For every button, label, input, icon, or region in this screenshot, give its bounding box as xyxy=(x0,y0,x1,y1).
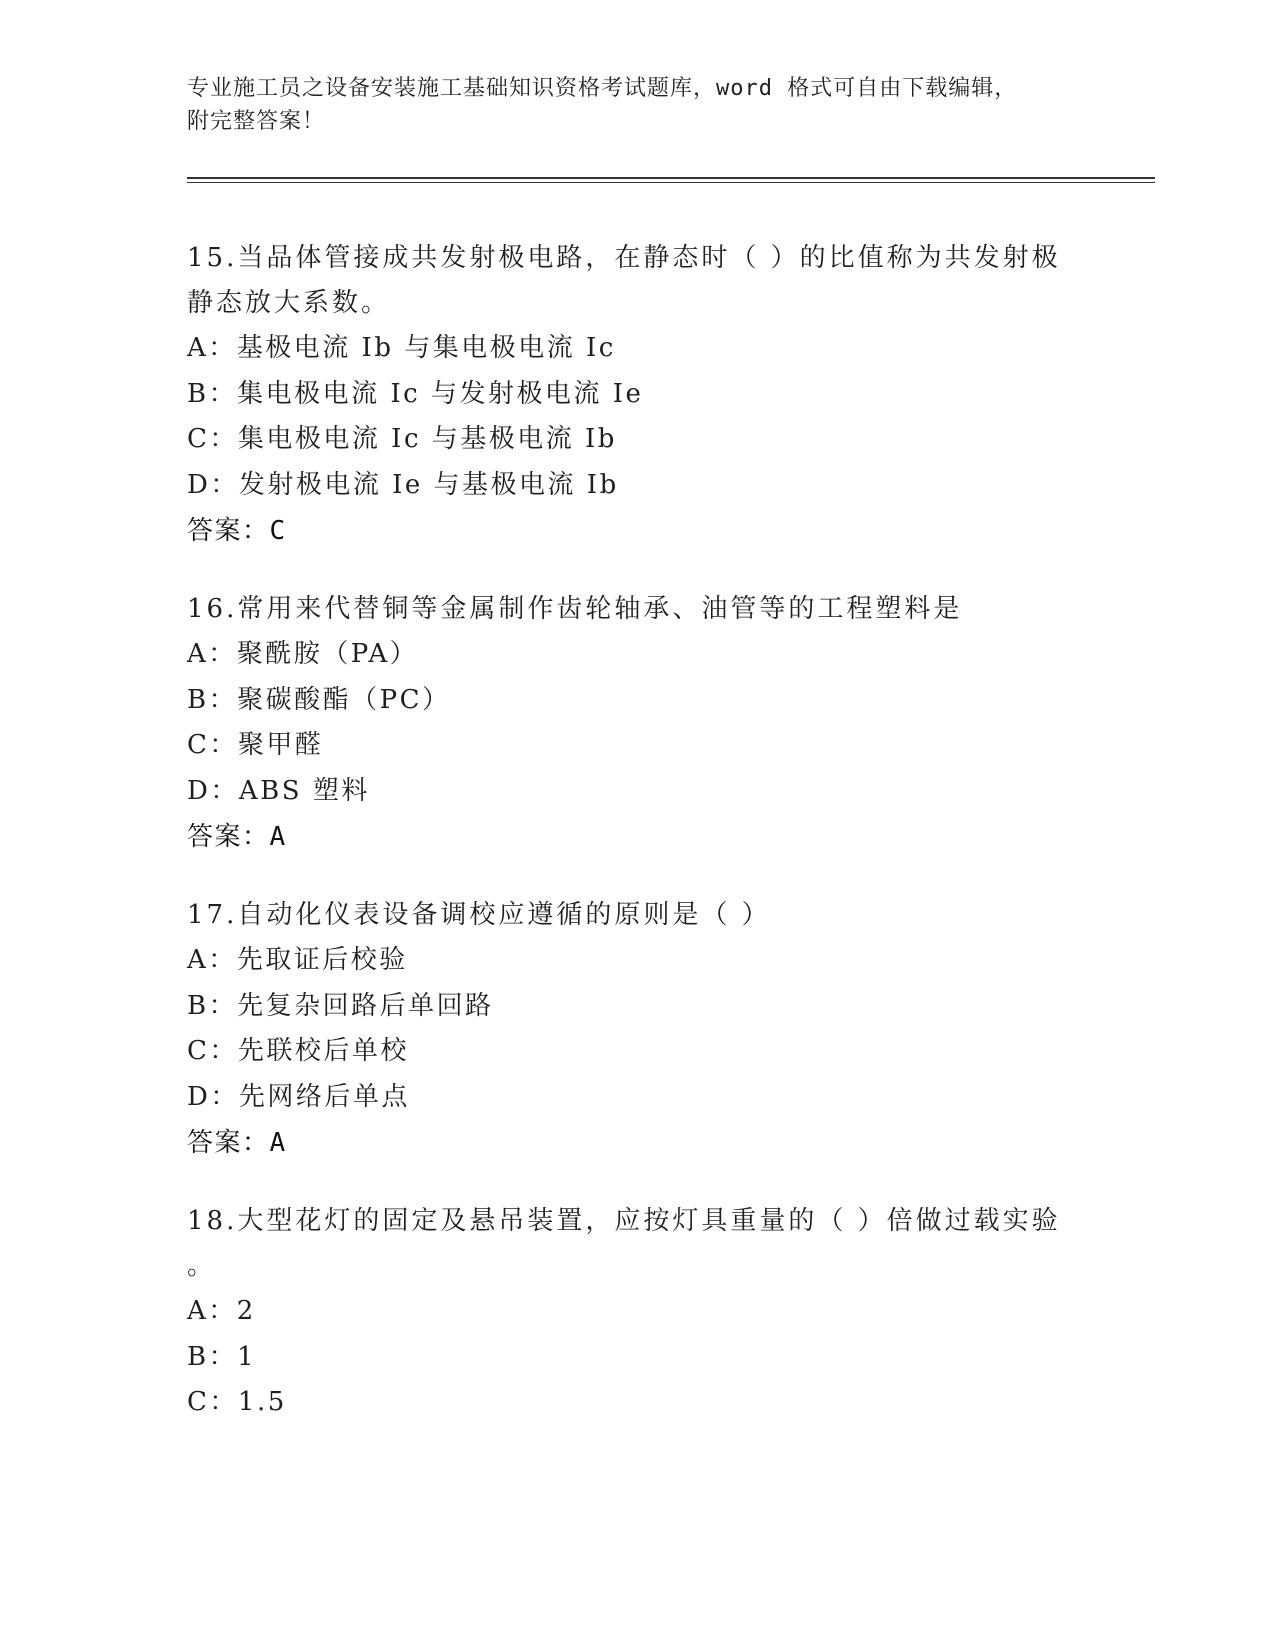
option-b xyxy=(187,984,1087,1030)
question-stem-line: 。 xyxy=(187,1251,217,1281)
option-d xyxy=(187,769,1087,815)
option-text: 聚酰胺（PA） xyxy=(236,639,419,669)
option-text: 聚甲醛 xyxy=(237,730,324,760)
option-key: C： xyxy=(187,730,238,760)
option-key: C： xyxy=(187,1387,238,1417)
option-c xyxy=(187,417,1087,463)
header-divider-thin xyxy=(187,182,1155,183)
option-text: 先网络后单点 xyxy=(238,1081,410,1112)
option-text: 先取证后校验 xyxy=(236,945,408,975)
option-d xyxy=(187,463,1087,509)
option-a xyxy=(187,326,1087,372)
question-stem-line: 17.自动化仪表设备调校应遵循的原则是（ ） xyxy=(187,900,771,930)
option-key: A： xyxy=(187,639,237,669)
question-15 xyxy=(187,236,1087,554)
option-b xyxy=(187,372,1087,418)
option-key: A： xyxy=(187,1296,237,1326)
answer-line: 答案：A xyxy=(187,822,287,852)
option-a xyxy=(187,938,1087,984)
option-text: 聚碳酸酯（PC） xyxy=(237,684,451,715)
option-a xyxy=(187,1289,1087,1335)
option-c xyxy=(187,1029,1087,1075)
option-text: 2 xyxy=(236,1296,256,1326)
question-stem-line: 15.当品体管接成共发射极电路，在静态时（ ）的比值称为共发射极 xyxy=(187,243,1061,273)
question-stem-line: 静态放大系数。 xyxy=(187,288,391,318)
option-key: D： xyxy=(187,1081,239,1112)
option-text: 基极电流 Ib 与集电极电流 Ic xyxy=(236,333,616,363)
option-text: ABS 塑料 xyxy=(238,775,370,806)
option-key: D： xyxy=(187,775,239,806)
option-key: A： xyxy=(187,945,237,975)
option-text: 先联校后单校 xyxy=(237,1036,409,1066)
option-b xyxy=(187,678,1087,724)
option-text: 集电极电流 Ic 与基极电流 Ib xyxy=(237,424,617,454)
option-d xyxy=(187,1075,1087,1121)
option-key: C： xyxy=(187,1036,238,1066)
question-16 xyxy=(187,587,1087,860)
header-line-2: 附完整答案！ xyxy=(187,109,326,134)
option-key: D： xyxy=(187,469,239,500)
question-18 xyxy=(187,1199,1087,1426)
option-key: A： xyxy=(187,333,237,363)
question-stem-line: 16.常用来代替铜等金属制作齿轮轴承、油管等的工程塑料是 xyxy=(187,594,963,624)
option-text: 先复杂回路后单回路 xyxy=(237,990,494,1021)
option-c xyxy=(187,1380,1087,1426)
question-17 xyxy=(187,893,1087,1166)
option-text: 集电极电流 Ic 与发射极电流 Ie xyxy=(237,378,644,409)
header-line-1: 专业施工员之设备安装施工基础知识资格考试题库，word 格式可自由下载编辑， xyxy=(187,76,1018,101)
option-key: B： xyxy=(187,990,238,1021)
option-text: 发射极电流 Ie 与基极电流 Ib xyxy=(238,469,619,500)
answer-line: 答案：A xyxy=(187,1128,287,1158)
option-key: B： xyxy=(187,1341,238,1372)
option-a xyxy=(187,632,1087,678)
answer-line: 答案：C xyxy=(187,516,287,546)
option-key: B： xyxy=(187,378,238,409)
question-list xyxy=(187,236,1087,1459)
option-text: 1.5 xyxy=(237,1387,287,1417)
option-key: B： xyxy=(187,684,238,715)
document-header xyxy=(187,72,1087,138)
question-stem-line: 18.大型花灯的固定及悬吊装置，应按灯具重量的（ ）倍做过载实验 xyxy=(187,1206,1061,1236)
option-b xyxy=(187,1335,1087,1381)
header-divider-thick xyxy=(187,177,1155,179)
option-c xyxy=(187,723,1087,769)
option-key: C： xyxy=(187,424,238,454)
option-text: 1 xyxy=(237,1341,257,1372)
